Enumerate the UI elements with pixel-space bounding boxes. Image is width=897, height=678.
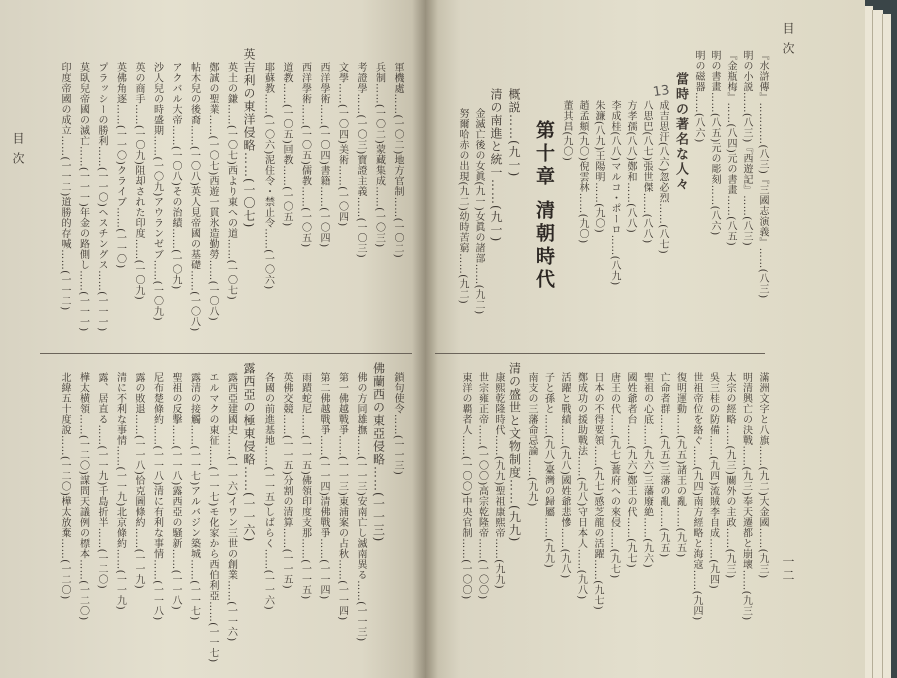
toc-entry: 文學……(一〇四)美術……(一〇四)	[336, 62, 348, 227]
toc-entry: 康熙乾隆時代……(九九)聖祖康熙帝……(九九)	[493, 372, 504, 590]
toc-entry: 太宗の經略……(九三)關外の主政……(九三)	[724, 372, 735, 579]
toc-entry: 復明運動……(九五)諸王の亂……(九五)	[674, 372, 686, 558]
toc-entry: 英佛角逐……(一一〇)クライブ……(一一〇)	[114, 62, 126, 269]
toc-entry: 沙人兒の時盛期……(一〇九)アウランゼブ……(一〇九)	[151, 62, 163, 322]
toc-entry: 子と孫と……(九八)臺灣の歸屬……(九九)	[542, 372, 554, 569]
page-edge-3	[882, 14, 891, 678]
toc-entry: 『金瓶梅』……(八四)元の書畫……(八五)	[725, 50, 736, 247]
toc-entry: 世祖帝位を絡ぐ……(九四)南方經略と海寇……(九四)	[691, 372, 702, 621]
right-running-head: 目 次	[781, 22, 795, 56]
toc-entry: 鎖句使令……(一一三)	[392, 372, 403, 476]
toc-entry: 北緯五十度說……(一二〇)樺太放棄……(一二〇)	[59, 372, 70, 600]
toc-entry: 印度帝國の成立……(一一二)道勝的存喊……(一一二)	[59, 62, 70, 311]
left-page	[0, 0, 425, 678]
pencil-note: 13	[652, 82, 671, 101]
toc-entry: エルマクの東征……(一一七)モ化家から西伯利亞……(一一七)	[207, 372, 218, 663]
toc-entry: 『水滸傳』…………(八三)『三國志演義』……(八三)	[757, 50, 768, 299]
toc-entry: 成吉思汗(八六)忽必烈……(八七)	[657, 100, 668, 255]
toc-entry: 露清の接觸……(一一七)アルバジン築城……(一一七)	[188, 372, 200, 621]
toc-entry: 莫臥兒帝國の滅亡……(一一一)年金の路側し……(一一一)	[77, 62, 89, 332]
toc-entry: アクバル大帝……(一〇八)その治績……(一〇九)	[170, 62, 181, 290]
right-page	[425, 0, 865, 678]
toc-entry: 金滅亡後の女眞(九一)女眞の諸部……(九二)	[473, 108, 484, 315]
toc-entry: 英の商手……(一〇九)阻却された印度……(一〇九)	[133, 62, 144, 301]
toc-entry: 軍機處……(一〇二)地方官制……(一〇二)	[392, 62, 403, 259]
toc-entry: 尼布楚條約……(一一八)清に有利な事情……(一一八)	[151, 372, 163, 621]
section-heading: 清の盛世と文物制度……(九九)	[507, 362, 522, 543]
toc-entry: 董其昌(九〇)	[561, 100, 572, 162]
toc-entry: 吳三桂の防備……(九四)流賊李自成……(九四)	[707, 372, 719, 590]
toc-entry: 鄭成功の援助戰法……(九八)守日本人……(九八)	[575, 372, 587, 600]
toc-entry: 活躍と戰績……(九八)國姓爺悲慘……(九八)	[559, 372, 570, 579]
toc-entry: 趙孟頫(九〇)倪雲林……(九〇)	[577, 100, 588, 244]
toc-entry: 方孝孺(八八)鄭和……(八八)	[625, 100, 636, 234]
toc-entry: 露の敗退……(一一八)恰克圖條約……(一一九)	[133, 372, 144, 590]
toc-entry: 英佛交競……(一一五)分割の清算……(一一五)	[281, 372, 292, 590]
toc-entry: 佛の方同雄撫……(一一三)安南亡し滅南異る……(一一三)	[355, 372, 366, 642]
toc-entry: 第一佛越戰爭……(一一三)東浦案の占秋……(一一四)	[336, 372, 348, 621]
section-heading: 當時の著名な人々	[673, 72, 688, 192]
toc-entry: 第二佛越戰爭……(一一四)清佛戰爭……(一一四)	[318, 372, 329, 600]
toc-entry: 明清興亡の決戰……(九三)奉天遷都と崩壞……(九三)	[740, 372, 752, 621]
section-heading: 佛蘭西の東亞侵略……(一一三)	[371, 362, 386, 543]
toc-entry: 露、居直る……(一一九)千島折半……(一二〇)	[96, 372, 107, 590]
toc-entry: 南支の三藩命忌論……(九九)	[526, 372, 537, 507]
left-divider	[40, 353, 412, 354]
toc-entry: 英土の鎌……(一〇七)西より東への道……(一〇七)	[225, 62, 237, 301]
toc-entry: 明の書畫……(八五)元の彫刻……(八六)	[709, 50, 720, 236]
toc-entry: 各國の前進基地……(一一五)しばらく……(一一六)	[262, 372, 274, 611]
right-page-number: 一二	[781, 555, 795, 583]
toc-entry: 明の小説……(八三)『西遊記』……(八三)	[741, 50, 752, 247]
toc-entry: 考證學……(一〇三)寶證主義……(一〇三)	[355, 62, 366, 259]
section-heading: 露西亞の極東侵略……(一一六)	[242, 362, 256, 543]
toc-entry: 雨蹟蛇尼……(一一五)佛領印度支那……(一一五)	[299, 372, 311, 600]
toc-entry: 朱濂(八九)王陽明……(九〇)	[593, 100, 604, 234]
book-gutter	[412, 0, 438, 678]
toc-entry: 唐王の代……(九七)薔府への來侵……(九七)	[608, 372, 620, 579]
toc-entry: 樺太横領……(一二〇)謀問天議例の標本……(一二〇)	[77, 372, 89, 621]
toc-entry: 日本の不得要領……(九七)感芝龍の活躍……(九七)	[592, 372, 603, 611]
section-heading: 概説……(九一)	[507, 88, 521, 178]
toc-entry: 西洋學術……(一〇四)書籍……(一〇四)	[318, 62, 329, 248]
toc-entry: 帖木兒の後裔……(一〇八)英人見帝國の基礎……(一〇八)	[188, 62, 200, 332]
toc-entry: 聖祖の反擊……(一一八)露西亞の騒新……(一一八)	[170, 372, 181, 611]
toc-entry: 世宗雍正帝……(一〇〇)高宗乾隆帝……(一〇〇)	[476, 372, 488, 600]
chapter-title: 第十章 清朝時代	[533, 120, 555, 292]
left-running-head: 目 次	[11, 132, 25, 166]
toc-entry: 李成桂(八八)マルコ・ポーロ……(八九)	[609, 100, 620, 286]
toc-entry: 亡命者群……(九五)三藩の亂……(九五)	[658, 372, 669, 558]
toc-entry: 國姓爺者台……(九六)鄭王の代……(九七)	[625, 372, 636, 569]
toc-entry: 滿洲文字と八旗……(九二)大金國……(九三)	[757, 372, 768, 579]
toc-entry: 明の磁器……(八六)	[693, 50, 704, 143]
toc-entry: 聖祖の心底……(九六)三藩廢絶……(九六)	[641, 372, 653, 569]
toc-entry: 鄭誠の聖業……(一〇七)西遊一貫氷造勤勞……(一〇八)	[207, 62, 218, 322]
toc-entry: 露西亞建國史……(一一六)イワン三世の創業……(一一六)	[225, 372, 237, 642]
toc-entry: プラッシーの勝利……(一一〇)ヘスチングス……(一一一)	[96, 62, 107, 332]
section-heading: 清の南進と統一……(九一)	[489, 88, 503, 243]
toc-entry: 道教……(一〇五)回教……(一〇五)	[281, 62, 292, 227]
toc-entry: 西洋學術……(一〇五)儒教……(一〇五)	[299, 62, 311, 248]
toc-entry: 耶蘇教……(一〇六)泥住令・禁止令……(一〇六)	[262, 62, 274, 290]
right-divider	[435, 353, 765, 354]
toc-entry: 八思巴(八七)張世傑……(八八)	[641, 100, 652, 244]
toc-entry: 兵制……(一〇二)蒙藏集成……(一〇三)	[373, 62, 385, 248]
toc-entry: 東洋の覇者人……(一〇〇)中央官制……(一〇〇)	[460, 372, 471, 600]
toc-entry: 努爾哈赤の出現(九二)幼時苦窮……(九二)	[457, 108, 468, 305]
section-heading: 英吉利の東洋侵略……(一〇七)	[242, 48, 256, 229]
toc-entry: 清に不利な事情……(一一九)北京條約……(一一九)	[114, 372, 126, 611]
